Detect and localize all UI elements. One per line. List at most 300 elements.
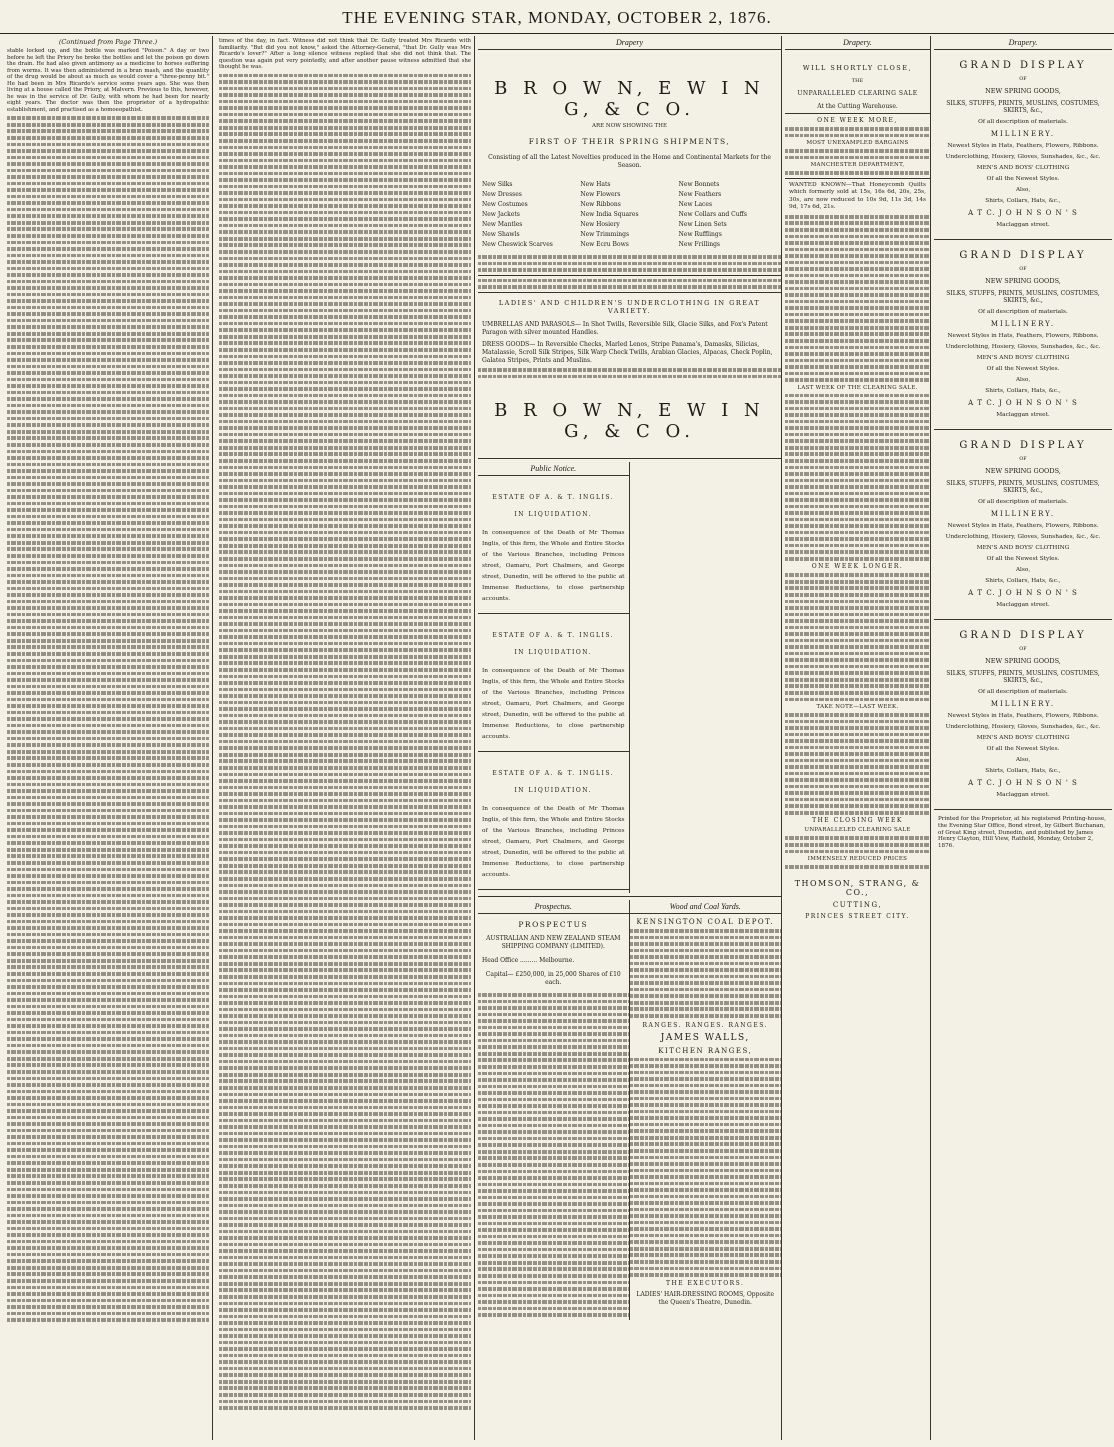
estate-heading: ESTATE OF A. & T. INGLIS. [492, 632, 615, 640]
firm-name-repeat: B R O W N, E W I N G, & C O. [494, 400, 765, 443]
sale-line-2: UNPARALLELED CLEARING SALE [804, 827, 911, 834]
text-line [785, 518, 930, 522]
ad-column-johnsons [934, 36, 1112, 1440]
text-line [630, 1156, 782, 1160]
text-line [785, 652, 930, 656]
ad-silks: SILKS, STUFFS, PRINTS, MUSLINS, COSTUMES, SKIRTS, &c., [946, 480, 1100, 494]
item-label: New India Squares [580, 211, 639, 218]
ladies-heading: LADIES' AND CHILDREN'S UNDERCLOTHING IN GREAT VARIETY. [498, 298, 761, 315]
text-line [785, 274, 930, 278]
text-line [7, 345, 209, 349]
showing-line: ARE NOW SHOWING THE [592, 123, 667, 129]
ad-spring: NEW SPRING GOODS, [985, 87, 1061, 95]
item-label: New Collars and Cuffs [678, 211, 747, 218]
text-line [7, 985, 209, 989]
item-label: New Linen Sets [678, 221, 727, 228]
text-line [219, 1217, 471, 1221]
longer-line: ONE WEEK LONGER. [811, 563, 904, 571]
text-line [478, 1170, 629, 1174]
ad-desc: Of all description of materials. [978, 309, 1068, 315]
ad-newest: Of all the Newest Styles. [986, 556, 1060, 562]
text-line [7, 1044, 209, 1048]
text-line [219, 668, 471, 672]
text-line [785, 619, 930, 623]
text-line [219, 1008, 471, 1012]
section-heading: Drapery. [934, 36, 1112, 50]
text-line [7, 1174, 209, 1178]
news-text: stable locked up, and the bottle was marked "Poison." A day or two before he left the Priory he broke the bottles and let the poison go down the drain. He had also given antimony as a medicine to horses suffering from worms. It was then administered in a bran mash, and the quantity of the drug would be about as much as would cover a "three-penny bit." He had been in Mrs Ricardo's service some years ago. She was then living at a house called the Priory, at Malvern. Previous to this, however, he was in the service of Dr. Gully, with whom he had been for nearly eight years. The doctor was then the proprietor of a hydropathic establishment, and practised as a homoeopathist. [7, 48, 209, 113]
text-line [219, 139, 471, 143]
text-line [7, 1024, 209, 1028]
text-line [7, 946, 209, 950]
ad-also: Also, [1015, 757, 1031, 763]
text-line [219, 355, 471, 359]
text-line [219, 949, 471, 953]
text-line [7, 1155, 209, 1159]
text-line [219, 1014, 471, 1018]
wanted-notice: WANTED KNOWN—That Honeycomb Quilts which formerly sold at 15s, 16s 6d, 20s, 25s, 30s, are now reduced to 10s 9d, 11s 3d, 14s 9d, 17s 6d, 21s. [789, 181, 926, 211]
prospectus-heading: Prospectus. [478, 900, 629, 914]
text-line [785, 804, 930, 808]
text-line [785, 511, 930, 515]
text-line [219, 825, 471, 829]
text-line [7, 1135, 209, 1139]
text-line [7, 965, 209, 969]
text-line [219, 237, 471, 241]
text-line [785, 313, 930, 317]
text-line [630, 1169, 782, 1173]
estate-heading: ESTATE OF A. & T. INGLIS. [492, 770, 615, 778]
text-line [7, 652, 209, 656]
text-line [219, 498, 471, 502]
text-line [7, 574, 209, 578]
thomson-strang: THOMSON, STRANG, & CO., [794, 878, 921, 897]
item-label: New Dresses [482, 191, 522, 198]
text-line [219, 446, 471, 450]
text-line [785, 426, 930, 430]
text-line [219, 93, 471, 97]
public-notice-heading: Public Notice. [478, 462, 629, 476]
text-line [219, 681, 471, 685]
text-line [7, 528, 209, 532]
text-line [478, 1248, 629, 1252]
text-line [7, 1148, 209, 1152]
text-line [219, 544, 471, 548]
text-line [785, 365, 930, 369]
text-line [219, 178, 471, 182]
text-line [219, 1400, 471, 1404]
text-line [785, 684, 930, 688]
text-line [478, 1065, 629, 1069]
text-line [7, 521, 209, 525]
firm-name: B R O W N, E W I N G, & C O. [494, 78, 765, 120]
text-line [219, 172, 471, 176]
ad-grand: GRAND DISPLAY [959, 250, 1087, 261]
item-label: New Feathers [678, 191, 722, 198]
text-line [7, 129, 209, 133]
text-line [7, 1168, 209, 1172]
text-line [7, 770, 209, 774]
news-column-2 [216, 36, 475, 1440]
text-line [219, 322, 471, 326]
text-line [219, 583, 471, 587]
text-line [478, 1124, 629, 1128]
ad-maclaggan: Maclaggan street. [996, 602, 1050, 608]
text-line [785, 332, 930, 336]
text-line [478, 1130, 629, 1134]
text-line [7, 312, 209, 316]
text-line [219, 315, 471, 319]
text-line [7, 593, 209, 597]
text-line [7, 463, 209, 467]
text-line [7, 796, 209, 800]
text-line [785, 452, 930, 456]
text-line [785, 446, 930, 450]
text-line [478, 1267, 629, 1271]
text-line [219, 433, 471, 437]
text-line [7, 175, 209, 179]
text-line [219, 707, 471, 711]
text-line [219, 929, 471, 933]
text-line [7, 717, 209, 721]
text-line [219, 296, 471, 300]
text-line [219, 1047, 471, 1051]
text-line [785, 658, 930, 662]
text-line [7, 384, 209, 388]
text-line [478, 1137, 629, 1141]
ad-grand: GRAND DISPLAY [959, 440, 1087, 451]
text-line [7, 378, 209, 382]
text-line [219, 289, 471, 293]
text-line [7, 1090, 209, 1094]
text-line [219, 1177, 471, 1181]
text-line [219, 217, 471, 221]
text-line [7, 443, 209, 447]
text-line [478, 1052, 629, 1056]
text-line [785, 798, 930, 802]
item-label: New Laces [678, 201, 713, 208]
ad-column-brown-ewing [478, 36, 782, 1440]
text-line [7, 1246, 209, 1250]
text-line [219, 524, 471, 528]
text-line [219, 1001, 471, 1005]
text-line [7, 247, 209, 251]
text-line [785, 739, 930, 743]
text-line [219, 185, 471, 189]
capital: Capital— £250,000, in 25,000 Shares of £10 each. [485, 971, 621, 987]
text-line [785, 645, 930, 649]
ad-millinery: MILLINERY. [990, 510, 1056, 518]
ad-of: OF [1019, 266, 1027, 272]
text-line [7, 234, 209, 238]
umbrellas-text: UMBRELLAS AND PARASOLS— In Shot Twills, Reversible Silk, Glacie Silks, and Fox's Patent Paragon with silver mounted Handles. [482, 320, 768, 336]
text-line [219, 877, 471, 881]
item-label: New Flowers [580, 191, 621, 198]
text-line [785, 433, 930, 437]
text-line [219, 851, 471, 855]
text-line [7, 802, 209, 806]
text-line [7, 123, 209, 127]
ad-shirts: Shirts, Collars, Hats, &c., [985, 768, 1061, 774]
text-line [219, 368, 471, 372]
text-line [785, 573, 930, 577]
text-line [219, 302, 471, 306]
text-line [219, 531, 471, 535]
text-line [7, 998, 209, 1002]
text-line [219, 1249, 471, 1253]
text-line [478, 1117, 629, 1121]
text-line [7, 874, 209, 878]
text-line [219, 1184, 471, 1188]
text-line [7, 149, 209, 153]
princes-line: PRINCES STREET CITY. [805, 912, 910, 920]
text-line [219, 1053, 471, 1057]
executors: THE EXECUTORS. [666, 1279, 745, 1287]
item-label: New Ecru Bows [580, 241, 629, 248]
text-line [7, 567, 209, 571]
text-line [7, 580, 209, 584]
text-line [219, 622, 471, 626]
grand-display-ad [934, 620, 1112, 810]
text-line [7, 365, 209, 369]
text-line [7, 1161, 209, 1165]
text-line [785, 791, 930, 795]
text-line [7, 952, 209, 956]
text-line [785, 228, 930, 232]
text-line [630, 1142, 782, 1146]
text-line [219, 603, 471, 607]
text-line [7, 1318, 209, 1322]
text-line [7, 907, 209, 911]
ad-johnson: A T C. J O H N S O N ' S [968, 399, 1078, 407]
text-line [7, 482, 209, 486]
text-line [7, 1266, 209, 1270]
text-line [7, 1122, 209, 1126]
text-line [219, 80, 471, 84]
text-line [7, 1083, 209, 1087]
text-line [219, 955, 471, 959]
text-line [630, 936, 782, 940]
text-line [630, 981, 782, 985]
text-line [219, 263, 471, 267]
text-line [7, 227, 209, 231]
text-line [785, 671, 930, 675]
text-line [785, 413, 930, 417]
text-line [7, 1233, 209, 1237]
text-line [219, 773, 471, 777]
text-line [219, 505, 471, 509]
text-line [219, 1112, 471, 1116]
text-line [7, 293, 209, 297]
text-line [7, 1077, 209, 1081]
text-line [219, 198, 471, 202]
text-line [478, 1000, 629, 1004]
text-line [7, 450, 209, 454]
text-line [7, 848, 209, 852]
text-line [785, 280, 930, 284]
text-line [219, 146, 471, 150]
text-line [7, 828, 209, 832]
text-line [7, 1116, 209, 1120]
text-line [219, 407, 471, 411]
text-line [7, 587, 209, 591]
ad-grand: GRAND DISPLAY [959, 60, 1087, 71]
liquidation-heading: IN LIQUIDATION. [514, 787, 593, 795]
text-line [785, 593, 930, 597]
text-line [630, 1071, 782, 1075]
text-line [219, 459, 471, 463]
text-line [7, 338, 209, 342]
text-line [219, 642, 471, 646]
text-line [630, 942, 782, 946]
text-line [7, 489, 209, 493]
text-line [785, 632, 930, 636]
text-line [7, 1227, 209, 1231]
text-line [478, 1235, 629, 1239]
text-line [785, 378, 930, 382]
text-line [219, 283, 471, 287]
text-line [7, 508, 209, 512]
text-line [7, 822, 209, 826]
text-line [7, 854, 209, 858]
text-line [785, 613, 930, 617]
cutting-line: CUTTING, [832, 900, 883, 909]
text-line [219, 1171, 471, 1175]
text-line [478, 1307, 629, 1311]
text-line [478, 1072, 629, 1076]
text-line [630, 1014, 782, 1018]
ad-mens: MEN'S AND BOYS' CLOTHING [976, 355, 1070, 361]
ad-column-clearing-sale [785, 36, 931, 1440]
text-line [219, 328, 471, 332]
text-line [219, 466, 471, 470]
text-line [478, 1261, 629, 1265]
text-line [219, 479, 471, 483]
text-line [785, 352, 930, 356]
text-line [630, 1247, 782, 1251]
text-line [7, 776, 209, 780]
text-line [7, 260, 209, 264]
text-line [219, 361, 471, 365]
text-line [219, 701, 471, 705]
text-line [7, 1312, 209, 1316]
text-line [219, 159, 471, 163]
text-line [7, 691, 209, 695]
text-line [7, 397, 209, 401]
text-line [785, 492, 930, 496]
text-line [219, 341, 471, 345]
text-line [7, 169, 209, 173]
last-week-line: LAST WEEK OF THE CLEARING SALE. [797, 384, 918, 391]
text-line [478, 1111, 629, 1115]
ad-under: Underclothing, Hosiery, Gloves, Sunshades, &c., &c. [945, 154, 1101, 160]
text-line [630, 1240, 782, 1244]
text-line [7, 1057, 209, 1061]
text-line [219, 897, 471, 901]
text-line [7, 724, 209, 728]
text-line [478, 1274, 629, 1278]
text-line [219, 1282, 471, 1286]
text-line [219, 426, 471, 430]
sale-line: UNPARALLELED CLEARING SALE [797, 90, 918, 97]
text-line [7, 188, 209, 192]
text-line [219, 387, 471, 391]
text-line [219, 224, 471, 228]
text-line [7, 267, 209, 271]
text-line [7, 1279, 209, 1283]
text-line [785, 713, 930, 717]
text-line [630, 988, 782, 992]
item-label: New Hats [580, 181, 611, 188]
ad-also: Also, [1015, 187, 1031, 193]
text-line [219, 903, 471, 907]
text-line [630, 1064, 782, 1068]
text-line [7, 835, 209, 839]
text-line [478, 1294, 629, 1298]
manchester-line: MANCHESTER DEPARTMENT, [810, 162, 905, 169]
ad-spring: NEW SPRING GOODS, [985, 467, 1061, 475]
text-line [785, 261, 930, 265]
text-line [219, 191, 471, 195]
text-line [219, 1367, 471, 1371]
ad-maclaggan: Maclaggan street. [996, 222, 1050, 228]
ad-also: Also, [1015, 567, 1031, 573]
liquidation-heading: IN LIQUIDATION. [514, 511, 593, 519]
text-line [785, 746, 930, 750]
text-line [219, 230, 471, 234]
text-line [630, 1162, 782, 1166]
text-line [478, 1176, 629, 1180]
text-line [7, 881, 209, 885]
ad-styles: Newest Styles in Hats, Feathers, Flowers, Ribbons. [947, 713, 1099, 719]
text-line [7, 841, 209, 845]
text-line [219, 596, 471, 600]
text-line [630, 1110, 782, 1114]
text-line [478, 993, 629, 997]
text-line [7, 358, 209, 362]
ad-mens: MEN'S AND BOYS' CLOTHING [976, 165, 1070, 171]
ad-johnson: A T C. J O H N S O N ' S [968, 209, 1078, 217]
text-line [785, 720, 930, 724]
text-line [219, 1164, 471, 1168]
head-office: Head Office ......... Melbourne. [482, 957, 575, 965]
ad-newest: Of all the Newest Styles. [986, 366, 1060, 372]
ad-desc: Of all description of materials. [978, 119, 1068, 125]
at-line: At the Cutting Warehouse. [817, 103, 898, 110]
text-line [219, 439, 471, 443]
text-line [219, 119, 471, 123]
text-line [219, 420, 471, 424]
text-line [219, 1158, 471, 1162]
text-line [630, 1234, 782, 1238]
text-line [630, 1195, 782, 1199]
text-line [785, 407, 930, 411]
estate-heading: ESTATE OF A. & T. INGLIS. [492, 494, 615, 502]
text-line [785, 479, 930, 483]
text-line [785, 537, 930, 541]
text-line [7, 136, 209, 140]
text-line [630, 1221, 782, 1225]
text-line [219, 1040, 471, 1044]
ad-newest: Of all the Newest Styles. [986, 746, 1060, 752]
text-line [7, 1103, 209, 1107]
text-line [785, 691, 930, 695]
text-line [7, 606, 209, 610]
text-line [219, 1302, 471, 1306]
text-line [478, 1313, 629, 1317]
text-line [478, 1143, 629, 1147]
text-line [219, 1191, 471, 1195]
